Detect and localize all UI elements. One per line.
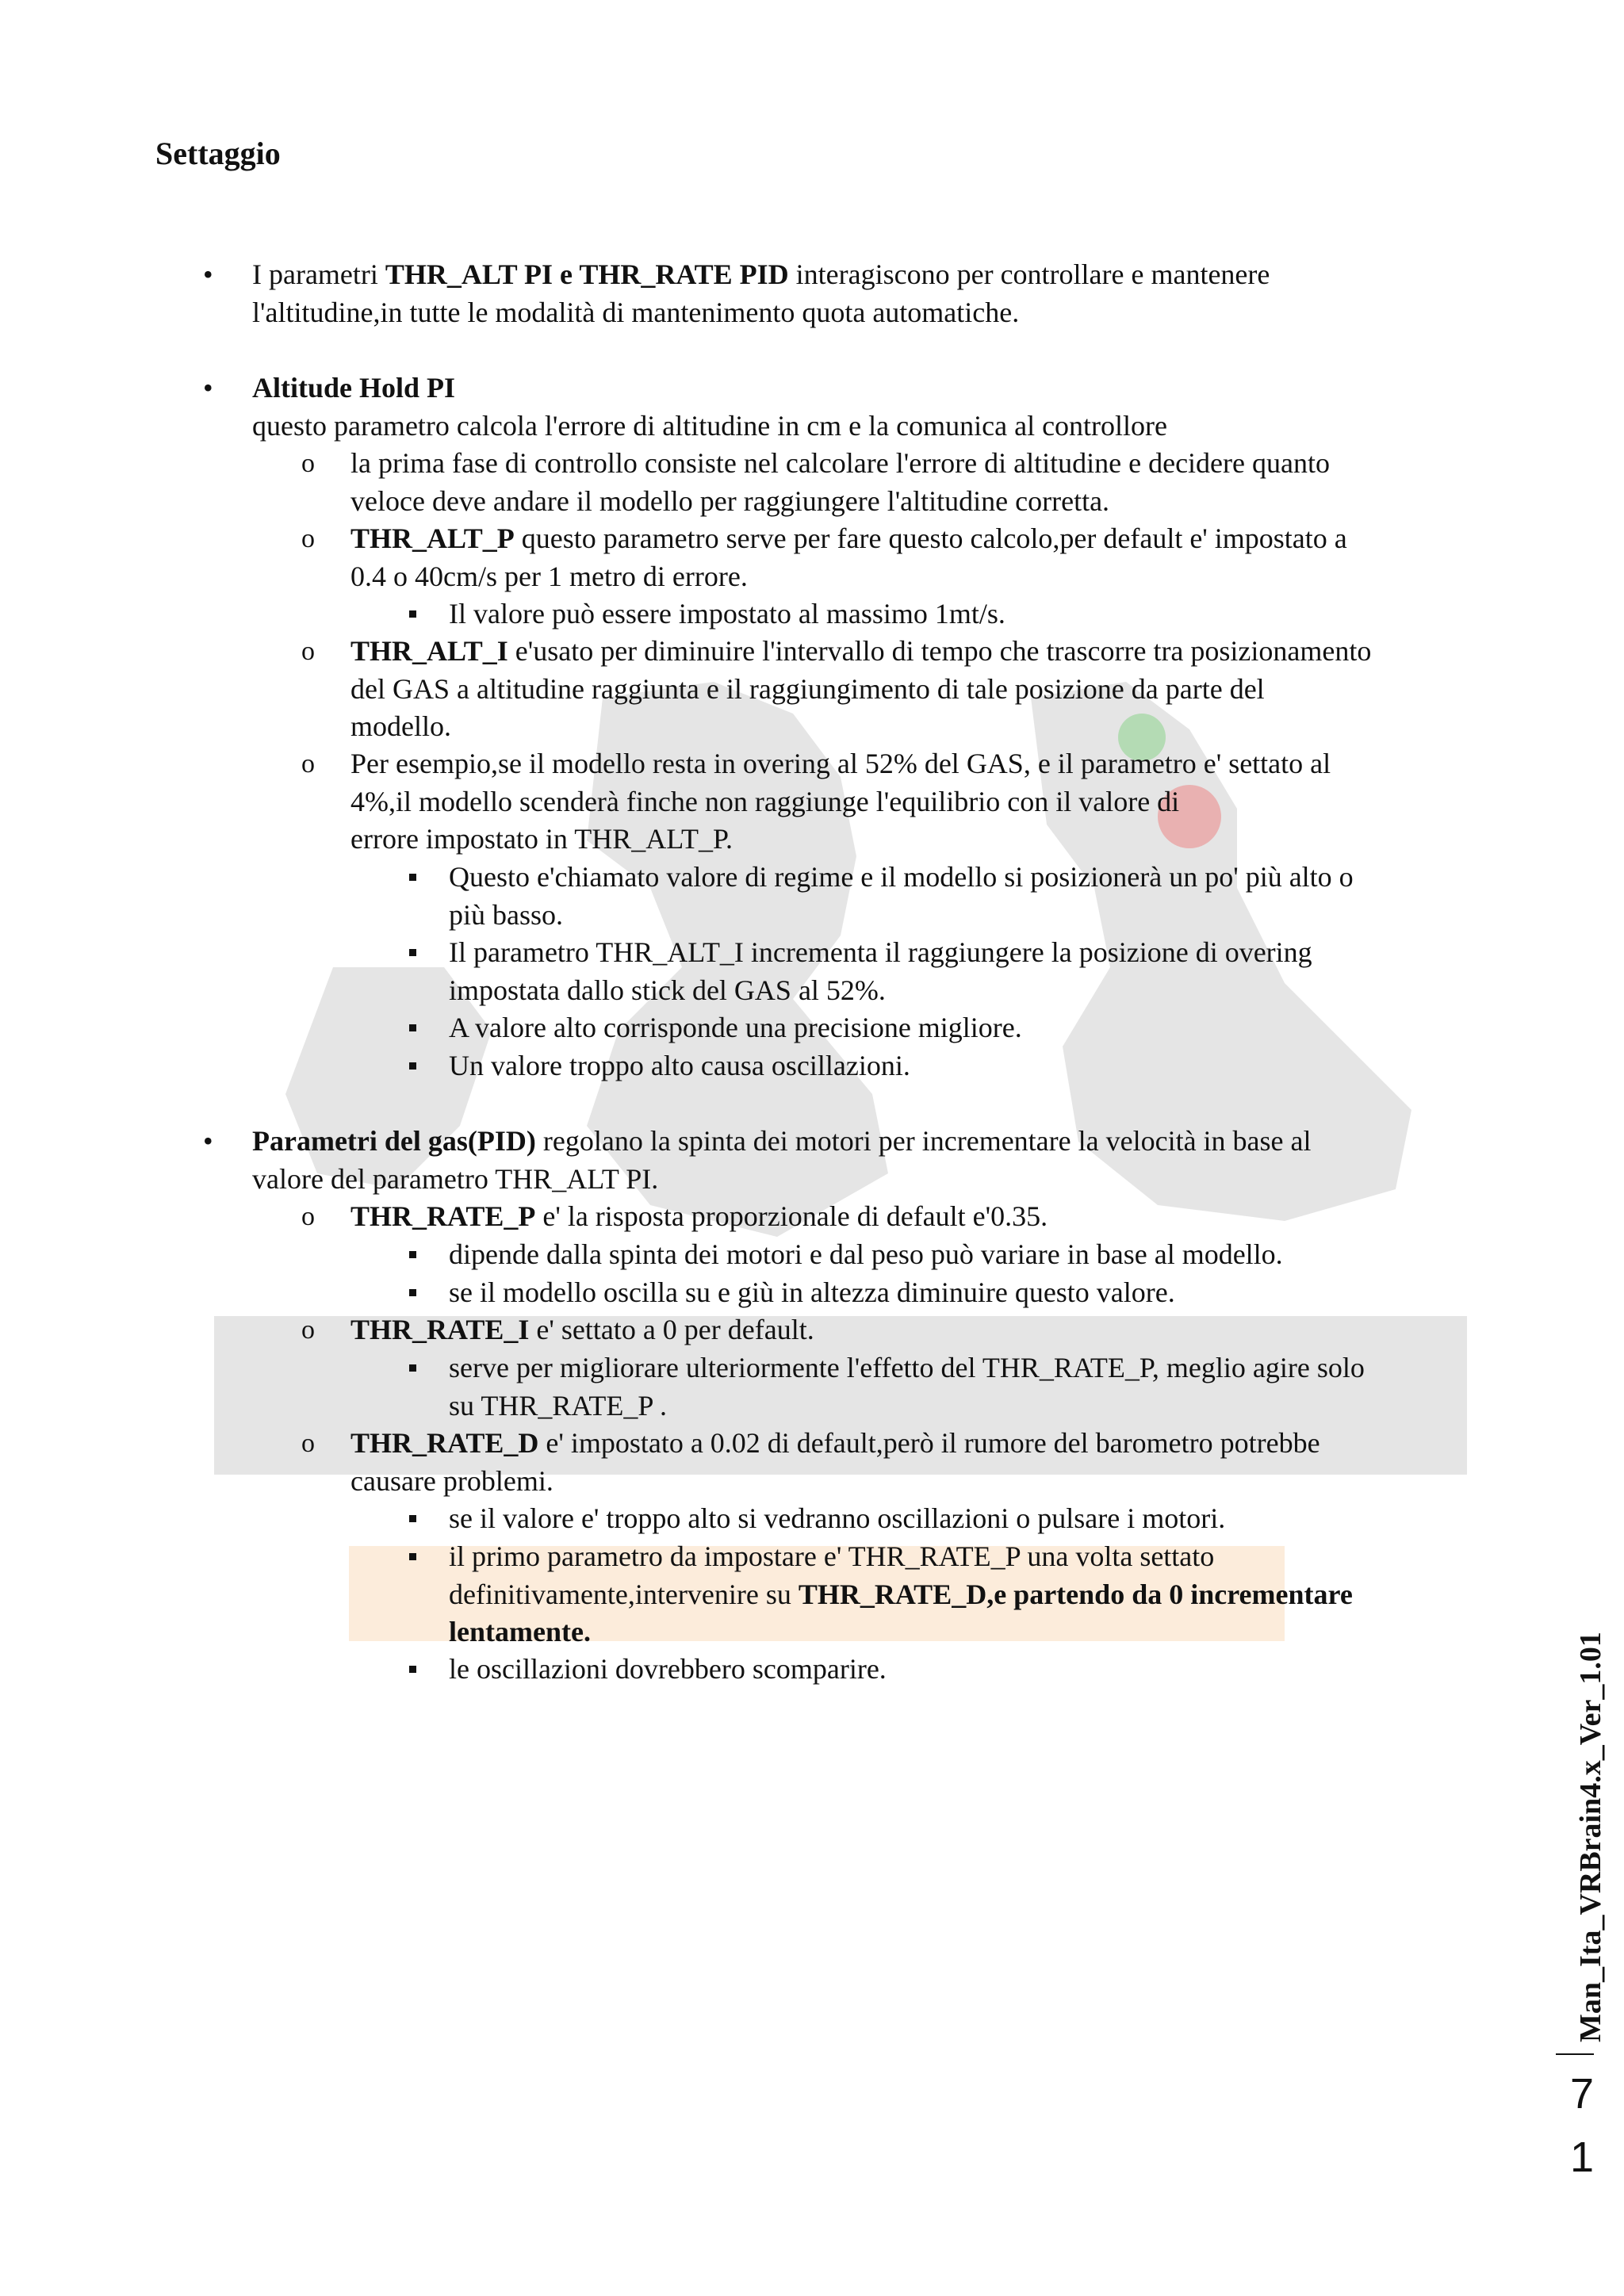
square-bullet [409,1666,416,1673]
text: e' la risposta proporzionale di default e'0.35. [535,1200,1048,1232]
sub-bullet-circle: o [301,749,315,779]
square-bullet [409,949,416,956]
square-bullet [409,1289,416,1296]
text: le oscillazioni dovrebbero scomparire. [449,1653,887,1685]
tertiary-item [449,1009,1022,1047]
tertiary-item [449,934,1312,1009]
text: Questo e'chiamato valore di regime e il modello si posizionerà un po' più alto o [449,861,1354,893]
bold-text: lentamente. [449,1616,591,1647]
sub-bullet-circle: o [301,637,315,666]
square-bullet [409,1364,416,1372]
page-number-digit: 7 [1570,2070,1595,2118]
text: interagiscono per controllare e mantenere [788,258,1270,290]
tertiary-item [449,1651,887,1689]
bold-text: THR_RATE_D,e partendo da 0 incrementare [798,1578,1353,1610]
bold-text: THR_ALT_I [350,635,508,667]
tertiary-item [449,1500,1225,1538]
bullet-item-altitude-hold [252,369,1167,445]
text: 4%,il modello scenderà finche non raggiunge l'equilibrio con il valore di [350,785,1180,817]
sub-bullet-circle: o [301,1315,315,1345]
sub-item [350,633,1371,746]
sub-item [350,1311,814,1349]
text: più basso. [449,898,563,931]
sub-bullet-circle: o [301,1429,315,1458]
square-bullet [409,1062,416,1070]
text: I parametri [252,258,385,290]
sub-bullet-circle: o [301,1202,315,1231]
bullet-item-thr-params [252,256,1270,331]
sub-bullet-circle: o [301,524,315,553]
square-bullet [409,1024,416,1031]
bullet-item-gas-params [252,1123,1312,1198]
tertiary-item [449,1349,1365,1425]
text: Un valore troppo alto causa oscillazioni. [449,1050,910,1081]
text: e'usato per diminuire l'intervallo di tempo che trascorre tra posizionamento [508,635,1372,667]
text: Per esempio,se il modello resta in overing al 52% del GAS, e il parametro e' settato al [350,748,1331,779]
square-bullet [409,1515,416,1522]
sub-item [350,1198,1048,1236]
text: Il valore può essere impostato al massimo 1mt/s. [449,598,1005,629]
text: definitivamente,intervenire su [449,1578,799,1610]
text: il primo parametro da impostare e' THR_RATE_P una volta settato [449,1540,1215,1572]
square-bullet [409,1553,416,1560]
text: 0.4 o 40cm/s per 1 metro di errore. [350,560,748,592]
text: impostata dallo stick del GAS al 52%. [449,974,886,1006]
text: regolano la spinta dei motori per incrementare la velocità in base al [535,1125,1312,1157]
text: e' settato a 0 per default. [529,1314,814,1345]
bold-text: THR_ALT_P [350,522,515,554]
square-bullet [409,874,416,881]
text: causare problemi. [350,1464,553,1497]
square-bullet [409,1251,416,1258]
text: la prima fase di controllo consiste nel calcolare l'errore di altitudine e decidere quanto [350,447,1330,479]
document-id: Man_Ita_VRBrain4.x_Ver_1.01 [1574,1632,1607,2042]
text: questo parametro serve per fare questo calcolo,per default e' impostato a [514,522,1347,554]
section-heading: Settaggio [155,136,281,171]
text: A valore alto corrisponde una precisione migliore. [449,1012,1022,1043]
sub-item [350,520,1347,595]
text: errore impostato in THR_ALT_P. [350,823,733,855]
tertiary-item [449,1538,1353,1651]
square-bullet [409,610,416,618]
bullet-dot: • [203,372,213,404]
sub-item [350,1425,1320,1500]
bold-text: Altitude Hold PI [252,372,456,404]
bold-text: THR_RATE_P [350,1200,536,1232]
text: Il parametro THR_ALT_I incrementa il raggiungere la posizione di overing [449,936,1312,968]
bullet-dot: • [203,1125,213,1157]
text: serve per migliorare ulteriormente l'effetto del THR_RATE_P, meglio agire solo [449,1352,1365,1383]
text: veloce deve andare il modello per raggiungere l'altitudine corretta. [350,484,1110,517]
bold-text: Parametri del gas(PID) [252,1125,536,1157]
text: su THR_RATE_P . [449,1389,668,1422]
text: del GAS a altitudine raggiunta e il raggiungimento di tale posizione da parte del [350,672,1265,705]
sub-item [350,445,1330,520]
tertiary-item [449,595,1005,633]
tertiary-item [449,1236,1283,1274]
text: e' impostato a 0.02 di default,però il rumore del barometro potrebbe [538,1427,1320,1459]
text: valore del parametro THR_ALT PI. [252,1162,659,1195]
bold-text: THR_ALT PI e THR_RATE PID [385,258,789,290]
page-number-digit: 1 [1570,2133,1595,2181]
text: dipende dalla spinta dei motori e dal peso può variare in base al modello. [449,1238,1283,1270]
bullet-dot: • [203,258,213,290]
tertiary-item [449,1274,1175,1312]
text: se il valore e' troppo alto si vedranno oscillazioni o pulsare i motori. [449,1502,1226,1534]
footer-divider [1556,2053,1594,2055]
bold-text: THR_RATE_D [350,1427,539,1459]
bold-text: THR_RATE_I [350,1314,530,1345]
text: se il modello oscilla su e giù in altezza diminuire questo valore. [449,1276,1175,1308]
text: questo parametro calcola l'errore di altitudine in cm e la comunica al controllore [252,409,1168,442]
tertiary-item [449,859,1354,934]
text: l'altitudine,in tutte le modalità di mantenimento quota automatiche. [252,296,1020,328]
sub-item [350,745,1331,859]
tertiary-item [449,1047,910,1085]
sub-bullet-circle: o [301,449,315,478]
text: modello. [350,710,451,742]
